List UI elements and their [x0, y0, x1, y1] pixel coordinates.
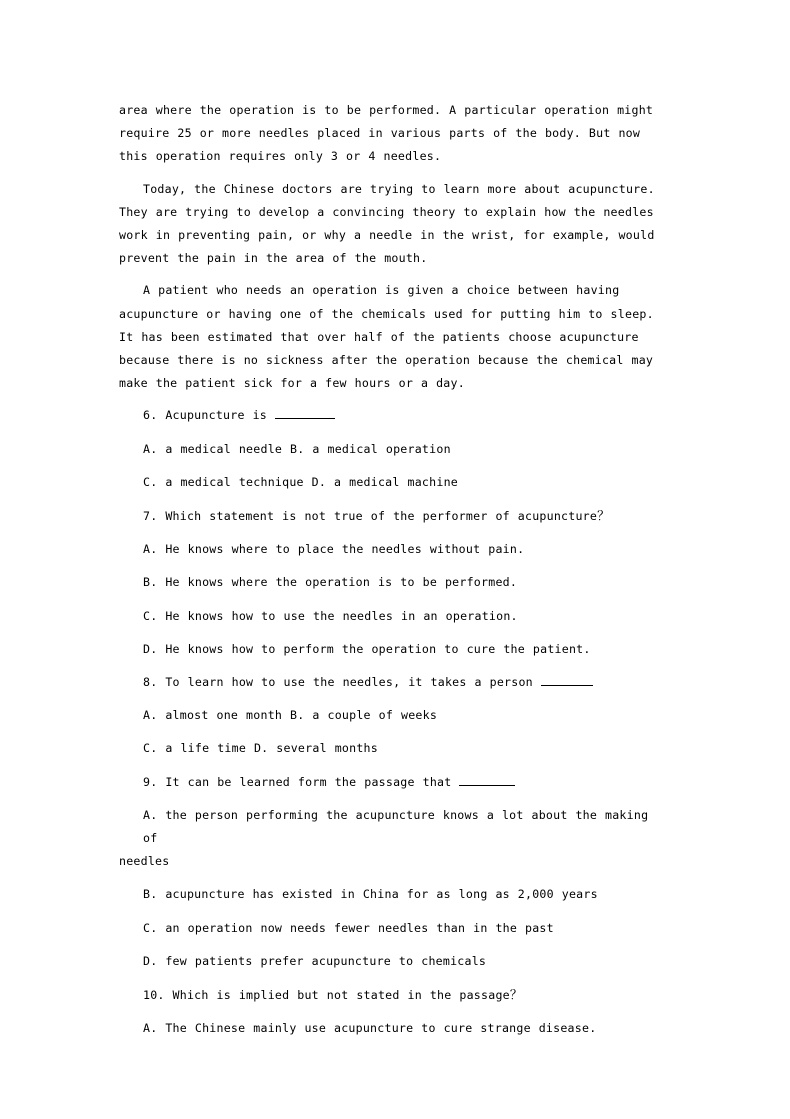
question-10-stem-text: 10. Which is implied but not stated in the passage [143, 988, 510, 1003]
question-10-stem [119, 983, 656, 1007]
question-9-option-a[interactable] [119, 804, 656, 874]
question-9-option-d[interactable]: D. few patients prefer acupuncture to chemicals [143, 953, 487, 968]
question-9-blank[interactable] [459, 775, 515, 786]
passage-paragraph-2: Today, the Chinese doctors are trying to learn more about acupuncture. They are trying to develop a convincing theory to explain how the needles work in preventing pain, or why a needle in the wrist, for example, would prevent the pain in the area of the mouth. [119, 181, 655, 266]
question-8-stem [119, 671, 656, 694]
question-7-option-c[interactable]: C. He knows how to use the needles in an operation. [143, 608, 518, 623]
question-8-option-ab[interactable]: A. almost one month B. a couple of weeks [143, 708, 438, 723]
question-9-stem-text: 9. It can be learned form the passage that [143, 774, 460, 789]
question-8-stem-text: 8. To learn how to use the needles, it takes a person [143, 675, 541, 690]
question-7-option-d[interactable]: D. He knows how to perform the operation to cure the patient. [143, 641, 591, 656]
passage-paragraph-1: area where the operation is to be performed. A particular operation might require 25 or more needles placed in various parts of the body. But now this operation requires only 3 or 4 needles. [119, 103, 654, 164]
question-9-stem [119, 771, 656, 794]
question-8-option-cd[interactable]: C. a life time D. several months [143, 741, 378, 756]
question-6-stem [119, 404, 656, 427]
question-9-option-b[interactable]: B. acupuncture has existed in China for as long as 2,000 years [143, 887, 598, 902]
question-7-option-a[interactable]: A. He knows where to place the needles without pain. [143, 542, 525, 557]
question-6-option-cd[interactable]: C. a medical technique D. a medical machine [143, 474, 458, 489]
question-7-stem-text: 7. Which statement is not true of the performer of acupuncture [143, 509, 598, 524]
question-9-option-a-line2: needles [119, 854, 170, 869]
question-7-option-b[interactable]: B. He knows where the operation is to be performed. [143, 575, 518, 590]
question-9-option-c[interactable]: C. an operation now needs fewer needles than in the past [143, 920, 554, 935]
question-6-option-ab[interactable]: A. a medical needle B. a medical operation [143, 441, 451, 456]
question-8-blank[interactable] [541, 676, 593, 687]
question-6-stem-text: 6. Acupuncture is [143, 408, 275, 423]
question-7-stem [119, 504, 656, 528]
page-content [119, 99, 656, 1051]
question-10-option-a[interactable]: A. The Chinese mainly use acupuncture to cure strange disease. [143, 1021, 597, 1036]
question-mark-icon: ？ [597, 508, 610, 524]
question-6-blank[interactable] [275, 409, 335, 420]
question-9-option-a-line1: A. the person performing the acupuncture knows a lot about the making of [143, 807, 649, 846]
question-mark-icon: ？ [509, 987, 523, 1003]
passage-paragraph-3: A patient who needs an operation is given a choice between having acupuncture or having one of the chemicals used for putting him to sleep. It has been estimated that over half of the patients choose acupuncture because there is no sickness after the operation because the chemical may make the patient sick for a few hours or a day. [119, 283, 654, 391]
